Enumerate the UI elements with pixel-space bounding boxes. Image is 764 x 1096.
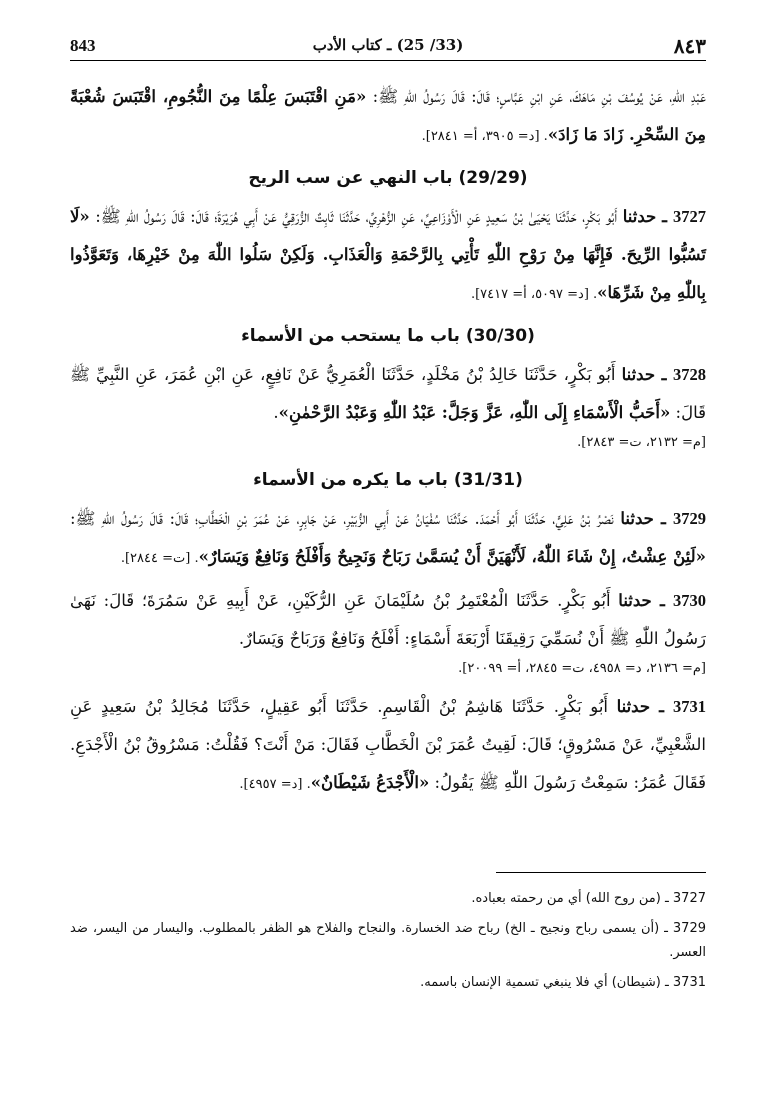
- running-title: (33/ 25) ـ كتاب الأدب: [312, 36, 464, 54]
- hadith-reference: . [د= ٥٠٩٧، أ= ٧٤١٧].: [470, 287, 598, 302]
- hadith-quote: «أَحَبُّ الْأَسْمَاءِ إِلَى اللّٰهِ، عَزَّ وَجَلَّ: عَبْدُ اللّٰهِ وَعَبْدُ الرَّحْمٰنِ»: [278, 403, 671, 422]
- footnote-rule: [496, 872, 706, 873]
- hadith-3731: [70, 688, 706, 804]
- continued-hadith: [70, 78, 706, 156]
- hadith-text: أَبُو بَكْرٍ، حَدَّثَنَا يَحْيَىٰ بْنُ سَعِيدٍ عَنِ الْأَوْزَاعِيِّ، عَنِ الزُّهْرِيِّ، حَدَّثَنَا ثَابِتٌ الزُّرَقِيُّ عَنْ أَبِي هُرَيْرَةَ؛ قَالَ: قَالَ رَسُولُ اللّٰهِ ﷺ:: [89, 207, 623, 226]
- hadith-quote: «لَئِنْ عِشْتُ، إِنْ شَاءَ اللّٰهُ، لَأَنْهَيَنَّ أَنْ يُسَمَّىٰ رَبَاحٌ وَنَجِيحٌ وَأَفْلَحُ وَنَافِعٌ وَيَسَارٌ»: [198, 547, 706, 566]
- hadith-number: 3730: [673, 591, 706, 610]
- hadith-reference: . [ت= ٢٨٤٤].: [120, 551, 199, 566]
- chapter-heading: (29/29) باب النهي عن سب الريح: [248, 168, 528, 188]
- footnotes: [70, 872, 706, 1001]
- hadith-end: .: [273, 403, 279, 422]
- hadith-reference: [م= ٢١٣٢، ت= ٢٨٤٣].: [577, 435, 706, 450]
- footnote-3731: 3731 ـ (شيطان) أي فلا ينبغي تسمية الإنسان باسمه.: [420, 975, 706, 990]
- page-number-latin: 843: [70, 36, 96, 55]
- hadith-text: أَبُو بَكْرٍ، حَدَّثَنَا خَالِدُ بْنُ مَخْلَدٍ، حَدَّثَنَا الْعُمَرِيُّ عَنْ نَافِعٍ، عَنِ ابْنِ عُمَرَ، عَنِ النَّبِيِّ ﷺ قَالَ:: [70, 365, 706, 422]
- hadith-quote: «الْأَجْدَعُ شَيْطَانٌ»: [310, 773, 430, 792]
- hadith-lead: ـ حدثنا: [620, 509, 673, 528]
- page-number-arabic: ٨٤٣: [673, 34, 706, 58]
- hadith-text: عَبْدِ اللّٰهِ، عَنْ يُوسُفَ بْنِ مَاهَكَ، عَنِ ابْنِ عَبَّاسٍ؛ قَالَ: قَالَ رَسُولُ اللّٰهِ ﷺ:: [366, 87, 706, 106]
- hadith-3730: [70, 582, 706, 658]
- hadith-text: أَبُو بَكْرٍ. حَدَّثَنَا هَاشِمُ بْنُ الْقَاسِمِ. حَدَّثَنَا أَبُو عَقِيلٍ، حَدَّثَنَا مُجَالِدُ بْنُ سَعِيدٍ عَنِ الشَّعْبِيِّ، عَنْ مَسْرُوقٍ؛ قَالَ: لَقِيتُ عُمَرَ بْنَ الْخَطَّابِ فَقَالَ: مَنْ أَنْتَ؟ فَقُلْتُ: مَسْرُوقُ بْنُ الْأَجْدَعِ. فَقَالَ عُمَرُ: سَمِعْتُ رَسُولَ اللّٰهِ ﷺ يَقُولُ:: [70, 697, 706, 792]
- hadith-reference: . [د= ٤٩٥٧].: [239, 777, 311, 792]
- hadith-number: 3729: [673, 509, 706, 528]
- hadith-3728: [70, 356, 706, 432]
- header-rule: [70, 60, 706, 61]
- chapter-heading: (31/31) باب ما يكره من الأسماء: [253, 470, 523, 490]
- book-page: [70, 30, 706, 1070]
- hadith-lead: ـ حدثنا: [622, 207, 673, 226]
- hadith-text: أَبُو بَكْرٍ. حَدَّثَنَا الْمُعْتَمِرُ بْنُ سُلَيْمَانَ عَنِ الرُّكَيْنِ، عَنْ أَبِيهِ عَنْ سَمُرَةَ؛ قَالَ: نَهَىٰ رَسُولُ اللّٰهِ ﷺ أَنْ نُسَمِّيَ رَقِيقَنَا أَرْبَعَةَ أَسْمَاءٍ: أَفْلَحُ وَنَافِعٌ وَرَبَاحٌ وَيَسَارٌ.: [70, 591, 706, 648]
- hadith-reference: . [د= ٣٩٠٥، أ= ٢٨٤١].: [421, 129, 548, 144]
- hadith-reference: [م= ٢١٣٦، د= ٤٩٥٨، ت= ٢٨٤٥، أ= ٢٠٠٩٩].: [458, 661, 706, 676]
- footnote-3729: 3729 ـ (أن يسمى رباح ونجيح ـ الخ) رباح ضد الخسارة. والنجاح والفلاح هو الظفر بالمطلوب. واليسار من اليسر، ضد العسر.: [70, 921, 706, 960]
- hadith-lead: ـ حدثنا: [621, 365, 673, 384]
- hadith-number: 3728: [672, 365, 706, 384]
- main-text: [70, 78, 706, 808]
- hadith-number: 3727: [673, 207, 706, 226]
- hadith-quote: «مَنِ اقْتَبَسَ عِلْمًا مِنَ النُّجُومِ، اقْتَبَسَ شُعْبَةً مِنَ السِّحْرِ. زَادَ مَا زَادَ»: [70, 87, 706, 144]
- hadith-text: نَصْرُ بْنُ عَلِيٍّ، حَدَّثَنَا أَبُو أَحْمَدَ. حَدَّثَنَا سُفْيَانُ عَنْ أَبِي الزُّبَيْرِ، عَنْ جَابِرٍ، عَنْ عُمَرَ بْنِ الْخَطَّابِ؛ قَالَ: قَالَ رَسُولُ اللّٰهِ ﷺ:: [70, 509, 621, 528]
- chapter-heading: (30/30) باب ما يستحب من الأسماء: [241, 326, 535, 346]
- hadith-lead: ـ حدثنا: [616, 697, 673, 716]
- footnote-3727: 3727 ـ (من روح الله) أي من رحمته بعباده.: [471, 891, 706, 906]
- hadith-quote: «لَا تَسُبُّوا الرِّيحَ. فَإِنَّهَا مِنْ رَوْحِ اللّٰهِ تَأْتِي بِالرَّحْمَةِ وَالْعَذَابِ. وَلَكِنْ سَلُوا اللّٰهَ مِنْ خَيْرِهَا، وَتَعَوَّذُوا بِاللّٰهِ مِنْ شَرِّهَا»: [70, 207, 706, 302]
- hadith-3727: [70, 198, 706, 314]
- hadith-number: 3731: [673, 697, 706, 716]
- hadith-3729: [70, 500, 706, 578]
- hadith-lead: ـ حدثنا: [618, 591, 673, 610]
- page-header: [70, 30, 706, 60]
